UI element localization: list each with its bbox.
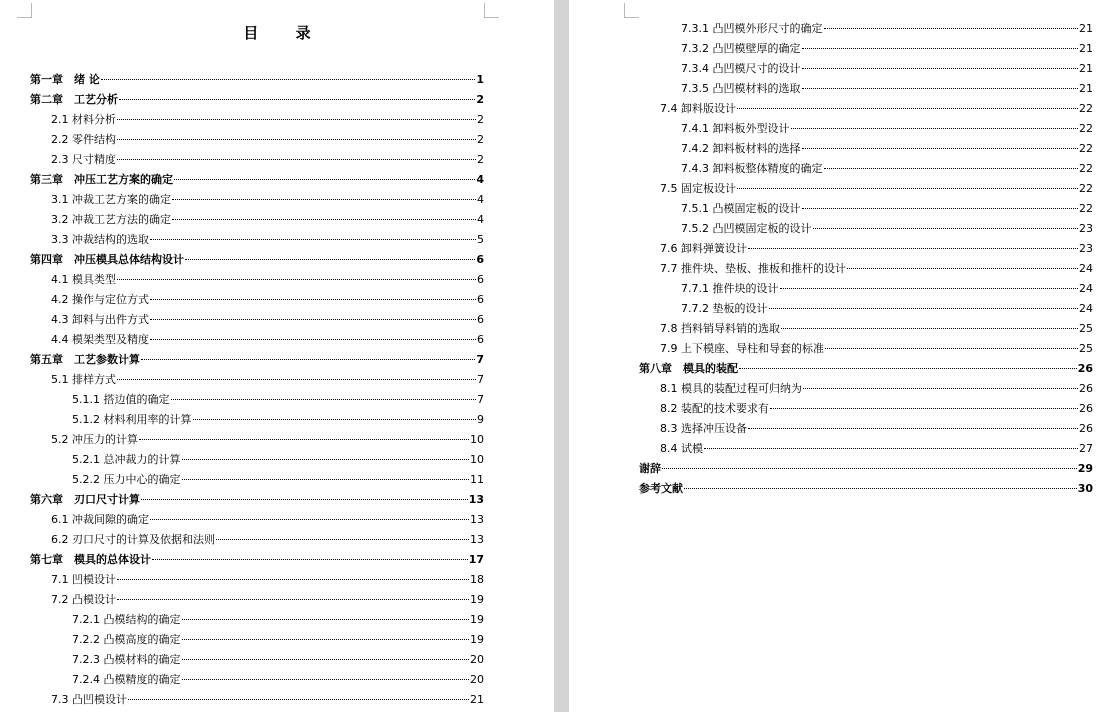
toc-entry-page-number: 2 <box>477 113 484 126</box>
toc-entry[interactable] <box>639 79 1093 99</box>
toc-entry-page-number: 6 <box>477 313 484 326</box>
toc-entry[interactable] <box>30 670 484 690</box>
toc-entry[interactable] <box>639 459 1093 479</box>
dot-leader <box>824 27 1079 29</box>
toc-entry-text: 第三章 冲压工艺方案的确定 <box>30 173 173 186</box>
toc-entry-page-number: 4 <box>477 193 484 206</box>
dot-leader <box>185 258 475 260</box>
dot-leader <box>101 78 476 80</box>
toc-entry[interactable] <box>639 179 1093 199</box>
toc-entry-text: 7.4.2 卸料板材料的选择 <box>681 142 801 155</box>
toc-entry-page-number: 7 <box>476 353 484 366</box>
toc-entry-page-number: 10 <box>470 433 484 446</box>
margin-corner-mark <box>484 3 499 18</box>
toc-list-right <box>639 19 1093 499</box>
toc-entry[interactable] <box>639 439 1093 459</box>
toc-entry-text: 5.2 冲压力的计算 <box>51 433 138 446</box>
toc-entry-page-number: 9 <box>477 413 484 426</box>
toc-entry-text: 5.1 排样方式 <box>51 373 116 386</box>
toc-entry-text: 2.3 尺寸精度 <box>51 153 116 166</box>
toc-entry-text: 参考文献 <box>639 482 683 495</box>
toc-entry-text: 2.1 材料分析 <box>51 113 116 126</box>
toc-entry-text: 7.7.1 推件块的设计 <box>681 282 779 295</box>
dot-leader <box>737 107 1078 109</box>
toc-entry-page-number: 23 <box>1079 242 1093 255</box>
toc-entry-text: 5.2.2 压力中心的确定 <box>72 473 181 486</box>
dot-leader <box>117 158 476 160</box>
dot-leader <box>824 167 1079 169</box>
toc-entry-page-number: 24 <box>1079 302 1093 315</box>
dot-leader <box>182 658 470 660</box>
toc-list-left <box>30 70 484 710</box>
dot-leader <box>139 438 469 440</box>
toc-entry[interactable] <box>30 130 484 150</box>
toc-entry-text: 7.2.1 凸模结构的确定 <box>72 613 181 626</box>
toc-entry-page-number: 26 <box>1079 422 1093 435</box>
toc-entry-page-number: 21 <box>1079 42 1093 55</box>
dot-leader <box>141 358 475 360</box>
toc-entry-page-number: 27 <box>1079 442 1093 455</box>
toc-entry-text: 第六章 刃口尺寸计算 <box>30 493 140 506</box>
toc-entry[interactable] <box>30 350 484 370</box>
dot-leader <box>684 487 1077 489</box>
dot-leader <box>172 198 476 200</box>
dot-leader <box>117 278 476 280</box>
toc-entry-page-number: 25 <box>1079 322 1093 335</box>
toc-entry-text: 7.6 卸料弹簧设计 <box>660 242 747 255</box>
toc-entry[interactable] <box>639 199 1093 219</box>
dot-leader <box>119 98 475 100</box>
toc-entry[interactable] <box>30 310 484 330</box>
toc-entry[interactable] <box>30 610 484 630</box>
dot-leader <box>791 127 1079 129</box>
toc-entry-text: 5.1.1 搭边值的确定 <box>72 393 170 406</box>
toc-entry-text: 5.2.1 总冲裁力的计算 <box>72 453 181 466</box>
toc-entry-page-number: 22 <box>1079 162 1093 175</box>
toc-entry-page-number: 26 <box>1079 402 1093 415</box>
toc-entry[interactable] <box>639 399 1093 419</box>
dot-leader <box>802 67 1079 69</box>
toc-entry[interactable] <box>30 530 484 550</box>
toc-entry-page-number: 11 <box>470 473 484 486</box>
toc-entry-page-number: 19 <box>470 593 484 606</box>
toc-entry-page-number: 17 <box>468 553 484 566</box>
dot-leader <box>174 178 475 180</box>
dot-leader <box>117 118 476 120</box>
dot-leader <box>802 147 1079 149</box>
toc-entry[interactable] <box>639 359 1093 379</box>
toc-entry-page-number: 2 <box>477 153 484 166</box>
dot-leader <box>748 247 1078 249</box>
dot-leader <box>117 578 469 580</box>
toc-entry-text: 7.4.1 卸料板外型设计 <box>681 122 790 135</box>
dot-leader <box>781 327 1078 329</box>
toc-entry-page-number: 22 <box>1079 102 1093 115</box>
toc-entry-text: 第一章 绪 论 <box>30 73 100 86</box>
toc-entry-page-number: 4 <box>476 173 484 186</box>
toc-entry[interactable] <box>30 450 484 470</box>
toc-entry-page-number: 10 <box>470 453 484 466</box>
toc-entry-text: 7.3.5 凸凹模材料的选取 <box>681 82 801 95</box>
toc-entry-text: 第七章 模具的总体设计 <box>30 553 151 566</box>
toc-entry[interactable] <box>30 490 484 510</box>
toc-entry-text: 3.2 冲裁工艺方法的确定 <box>51 213 171 226</box>
toc-entry-page-number: 21 <box>1079 62 1093 75</box>
dot-leader <box>150 298 476 300</box>
toc-entry-text: 7.3.1 凸凹模外形尺寸的确定 <box>681 22 823 35</box>
toc-entry[interactable] <box>30 330 484 350</box>
toc-entry-text: 7.8 挡料销导料销的选取 <box>660 322 780 335</box>
toc-entry[interactable] <box>639 319 1093 339</box>
dot-leader <box>803 387 1078 389</box>
toc-entry-page-number: 22 <box>1079 142 1093 155</box>
toc-entry[interactable] <box>30 550 484 570</box>
dot-leader <box>813 227 1079 229</box>
toc-entry[interactable] <box>639 479 1093 499</box>
margin-corner-mark <box>17 3 32 18</box>
toc-entry[interactable] <box>639 259 1093 279</box>
toc-entry-text: 3.1 冲裁工艺方案的确定 <box>51 193 171 206</box>
toc-entry-page-number: 4 <box>477 213 484 226</box>
dot-leader <box>128 698 469 700</box>
toc-entry-page-number: 1 <box>476 73 484 86</box>
dot-leader <box>193 418 477 420</box>
toc-entry[interactable] <box>30 390 484 410</box>
toc-entry-page-number: 2 <box>477 133 484 146</box>
toc-entry-text: 2.2 零件结构 <box>51 133 116 146</box>
toc-entry-text: 7.7.2 垫板的设计 <box>681 302 768 315</box>
toc-entry-text: 8.2 装配的技术要求有 <box>660 402 769 415</box>
document-page-left <box>0 0 554 712</box>
toc-entry-page-number: 6 <box>477 293 484 306</box>
toc-entry-text: 3.3 冲裁结构的选取 <box>51 233 149 246</box>
toc-entry-page-number: 22 <box>1079 202 1093 215</box>
toc-entry[interactable] <box>30 470 484 490</box>
dot-leader <box>802 87 1079 89</box>
toc-entry[interactable] <box>30 630 484 650</box>
dot-leader <box>780 287 1079 289</box>
toc-entry-text: 7.5.1 凸模固定板的设计 <box>681 202 801 215</box>
toc-entry[interactable] <box>639 39 1093 59</box>
toc-entry-page-number: 6 <box>477 333 484 346</box>
toc-entry-text: 谢辞 <box>639 462 661 475</box>
toc-entry[interactable] <box>30 190 484 210</box>
toc-entry[interactable] <box>639 119 1093 139</box>
toc-entry-page-number: 26 <box>1079 382 1093 395</box>
dot-leader <box>182 618 470 620</box>
toc-entry[interactable] <box>639 419 1093 439</box>
toc-entry[interactable] <box>639 99 1093 119</box>
toc-entry-page-number: 7 <box>477 393 484 406</box>
dot-leader <box>150 518 469 520</box>
toc-entry-text: 第四章 冲压模具总体结构设计 <box>30 253 184 266</box>
toc-entry-page-number: 21 <box>1079 22 1093 35</box>
toc-entry-page-number: 29 <box>1077 462 1093 475</box>
dot-leader <box>769 307 1079 309</box>
dot-leader <box>171 398 477 400</box>
toc-entry-text: 7.3.4 凸凹模尺寸的设计 <box>681 62 801 75</box>
toc-entry[interactable] <box>30 370 484 390</box>
toc-entry-page-number: 22 <box>1079 122 1093 135</box>
toc-entry-text: 5.1.2 材料利用率的计算 <box>72 413 192 426</box>
toc-entry-text: 4.2 操作与定位方式 <box>51 293 149 306</box>
toc-entry[interactable] <box>30 290 484 310</box>
toc-entry-text: 第八章 模具的装配 <box>639 362 738 375</box>
dot-leader <box>172 218 476 220</box>
document-page-right <box>569 0 1109 712</box>
toc-entry-page-number: 24 <box>1079 262 1093 275</box>
toc-entry-page-number: 26 <box>1077 362 1093 375</box>
toc-entry-page-number: 13 <box>468 493 484 506</box>
toc-entry[interactable] <box>30 90 484 110</box>
dot-leader <box>802 47 1079 49</box>
toc-entry[interactable] <box>30 510 484 530</box>
toc-entry[interactable] <box>639 299 1093 319</box>
toc-entry-text: 第二章 工艺分析 <box>30 93 118 106</box>
toc-entry-text: 8.3 选择冲压设备 <box>660 422 747 435</box>
toc-entry[interactable] <box>30 210 484 230</box>
toc-entry-page-number: 6 <box>476 253 484 266</box>
dot-leader <box>182 478 470 480</box>
toc-entry-text: 7.2.2 凸模高度的确定 <box>72 633 181 646</box>
dot-leader <box>770 407 1078 409</box>
toc-entry-page-number: 23 <box>1079 222 1093 235</box>
toc-entry-text: 4.3 卸料与出件方式 <box>51 313 149 326</box>
toc-entry-page-number: 19 <box>470 633 484 646</box>
dot-leader <box>182 458 470 460</box>
toc-entry-page-number: 30 <box>1077 482 1093 495</box>
toc-entry-text: 7.1 凹模设计 <box>51 573 116 586</box>
toc-entry[interactable] <box>30 690 484 710</box>
toc-entry[interactable] <box>30 270 484 290</box>
toc-entry[interactable] <box>30 70 484 90</box>
dot-leader <box>737 187 1078 189</box>
toc-entry-text: 7.3 凸凹模设计 <box>51 693 127 706</box>
dot-leader <box>216 538 469 540</box>
dot-leader <box>739 367 1077 369</box>
toc-entry-text: 7.4.3 卸料板整体精度的确定 <box>681 162 823 175</box>
toc-entry-page-number: 24 <box>1079 282 1093 295</box>
toc-entry[interactable] <box>30 590 484 610</box>
toc-entry[interactable] <box>639 139 1093 159</box>
dot-leader <box>748 427 1078 429</box>
toc-entry[interactable] <box>30 650 484 670</box>
dot-leader <box>825 347 1078 349</box>
toc-entry[interactable] <box>30 430 484 450</box>
toc-entry-text: 8.4 试模 <box>660 442 703 455</box>
toc-title: 目 录 <box>243 24 327 42</box>
toc-entry-page-number: 6 <box>477 273 484 286</box>
toc-entry[interactable] <box>639 339 1093 359</box>
toc-entry[interactable] <box>30 250 484 270</box>
margin-corner-mark <box>624 3 639 18</box>
toc-entry-text: 第五章 工艺参数计算 <box>30 353 140 366</box>
toc-entry-page-number: 25 <box>1079 342 1093 355</box>
dot-leader <box>141 498 468 500</box>
toc-entry-page-number: 7 <box>477 373 484 386</box>
toc-entry-page-number: 21 <box>470 693 484 706</box>
dot-leader <box>802 207 1079 209</box>
dot-leader <box>847 267 1078 269</box>
toc-entry[interactable] <box>30 170 484 190</box>
toc-entry-page-number: 22 <box>1079 182 1093 195</box>
dot-leader <box>152 558 468 560</box>
toc-entry-page-number: 21 <box>1079 82 1093 95</box>
toc-entry-text: 7.5 固定板设计 <box>660 182 736 195</box>
toc-entry-text: 7.5.2 凸凹模固定板的设计 <box>681 222 812 235</box>
toc-entry-text: 7.2 凸模设计 <box>51 593 116 606</box>
toc-entry-text: 7.7 推件块、垫板、推板和推杆的设计 <box>660 262 846 275</box>
toc-entry-text: 6.2 刃口尺寸的计算及依据和法则 <box>51 533 215 546</box>
toc-entry-page-number: 5 <box>477 233 484 246</box>
toc-entry[interactable] <box>30 110 484 130</box>
toc-entry-text: 7.2.4 凸模精度的确定 <box>72 673 181 686</box>
toc-entry-text: 7.2.3 凸模材料的确定 <box>72 653 181 666</box>
dot-leader <box>704 447 1078 449</box>
toc-entry[interactable] <box>639 19 1093 39</box>
dot-leader <box>182 678 470 680</box>
toc-entry-text: 4.1 模具类型 <box>51 273 116 286</box>
toc-entry-text: 7.3.2 凸凹模壁厚的确定 <box>681 42 801 55</box>
toc-entry[interactable] <box>639 219 1093 239</box>
toc-entry-text: 8.1 模具的装配过程可归纳为 <box>660 382 802 395</box>
dot-leader <box>182 638 470 640</box>
dot-leader <box>150 238 476 240</box>
toc-entry[interactable] <box>639 239 1093 259</box>
toc-entry-page-number: 13 <box>470 533 484 546</box>
toc-entry-page-number: 2 <box>476 93 484 106</box>
toc-entry[interactable] <box>30 570 484 590</box>
toc-entry[interactable] <box>30 230 484 250</box>
toc-entry-page-number: 13 <box>470 513 484 526</box>
dot-leader <box>117 378 476 380</box>
toc-entry-text: 6.1 冲裁间隙的确定 <box>51 513 149 526</box>
toc-entry[interactable] <box>639 159 1093 179</box>
toc-entry-page-number: 20 <box>470 653 484 666</box>
toc-entry[interactable] <box>30 150 484 170</box>
toc-entry-text: 7.9 上下模座、导柱和导套的标准 <box>660 342 824 355</box>
toc-entry-text: 7.4 卸料版设计 <box>660 102 736 115</box>
toc-entry-page-number: 18 <box>470 573 484 586</box>
toc-entry-page-number: 19 <box>470 613 484 626</box>
toc-entry[interactable] <box>639 379 1093 399</box>
dot-leader <box>662 467 1077 469</box>
toc-entry[interactable] <box>639 59 1093 79</box>
toc-entry-text: 4.4 模架类型及精度 <box>51 333 149 346</box>
dot-leader <box>150 318 476 320</box>
toc-entry[interactable] <box>639 279 1093 299</box>
toc-entry-page-number: 20 <box>470 673 484 686</box>
toc-entry[interactable] <box>30 410 484 430</box>
dot-leader <box>117 598 469 600</box>
dot-leader <box>117 138 476 140</box>
dot-leader <box>150 338 476 340</box>
